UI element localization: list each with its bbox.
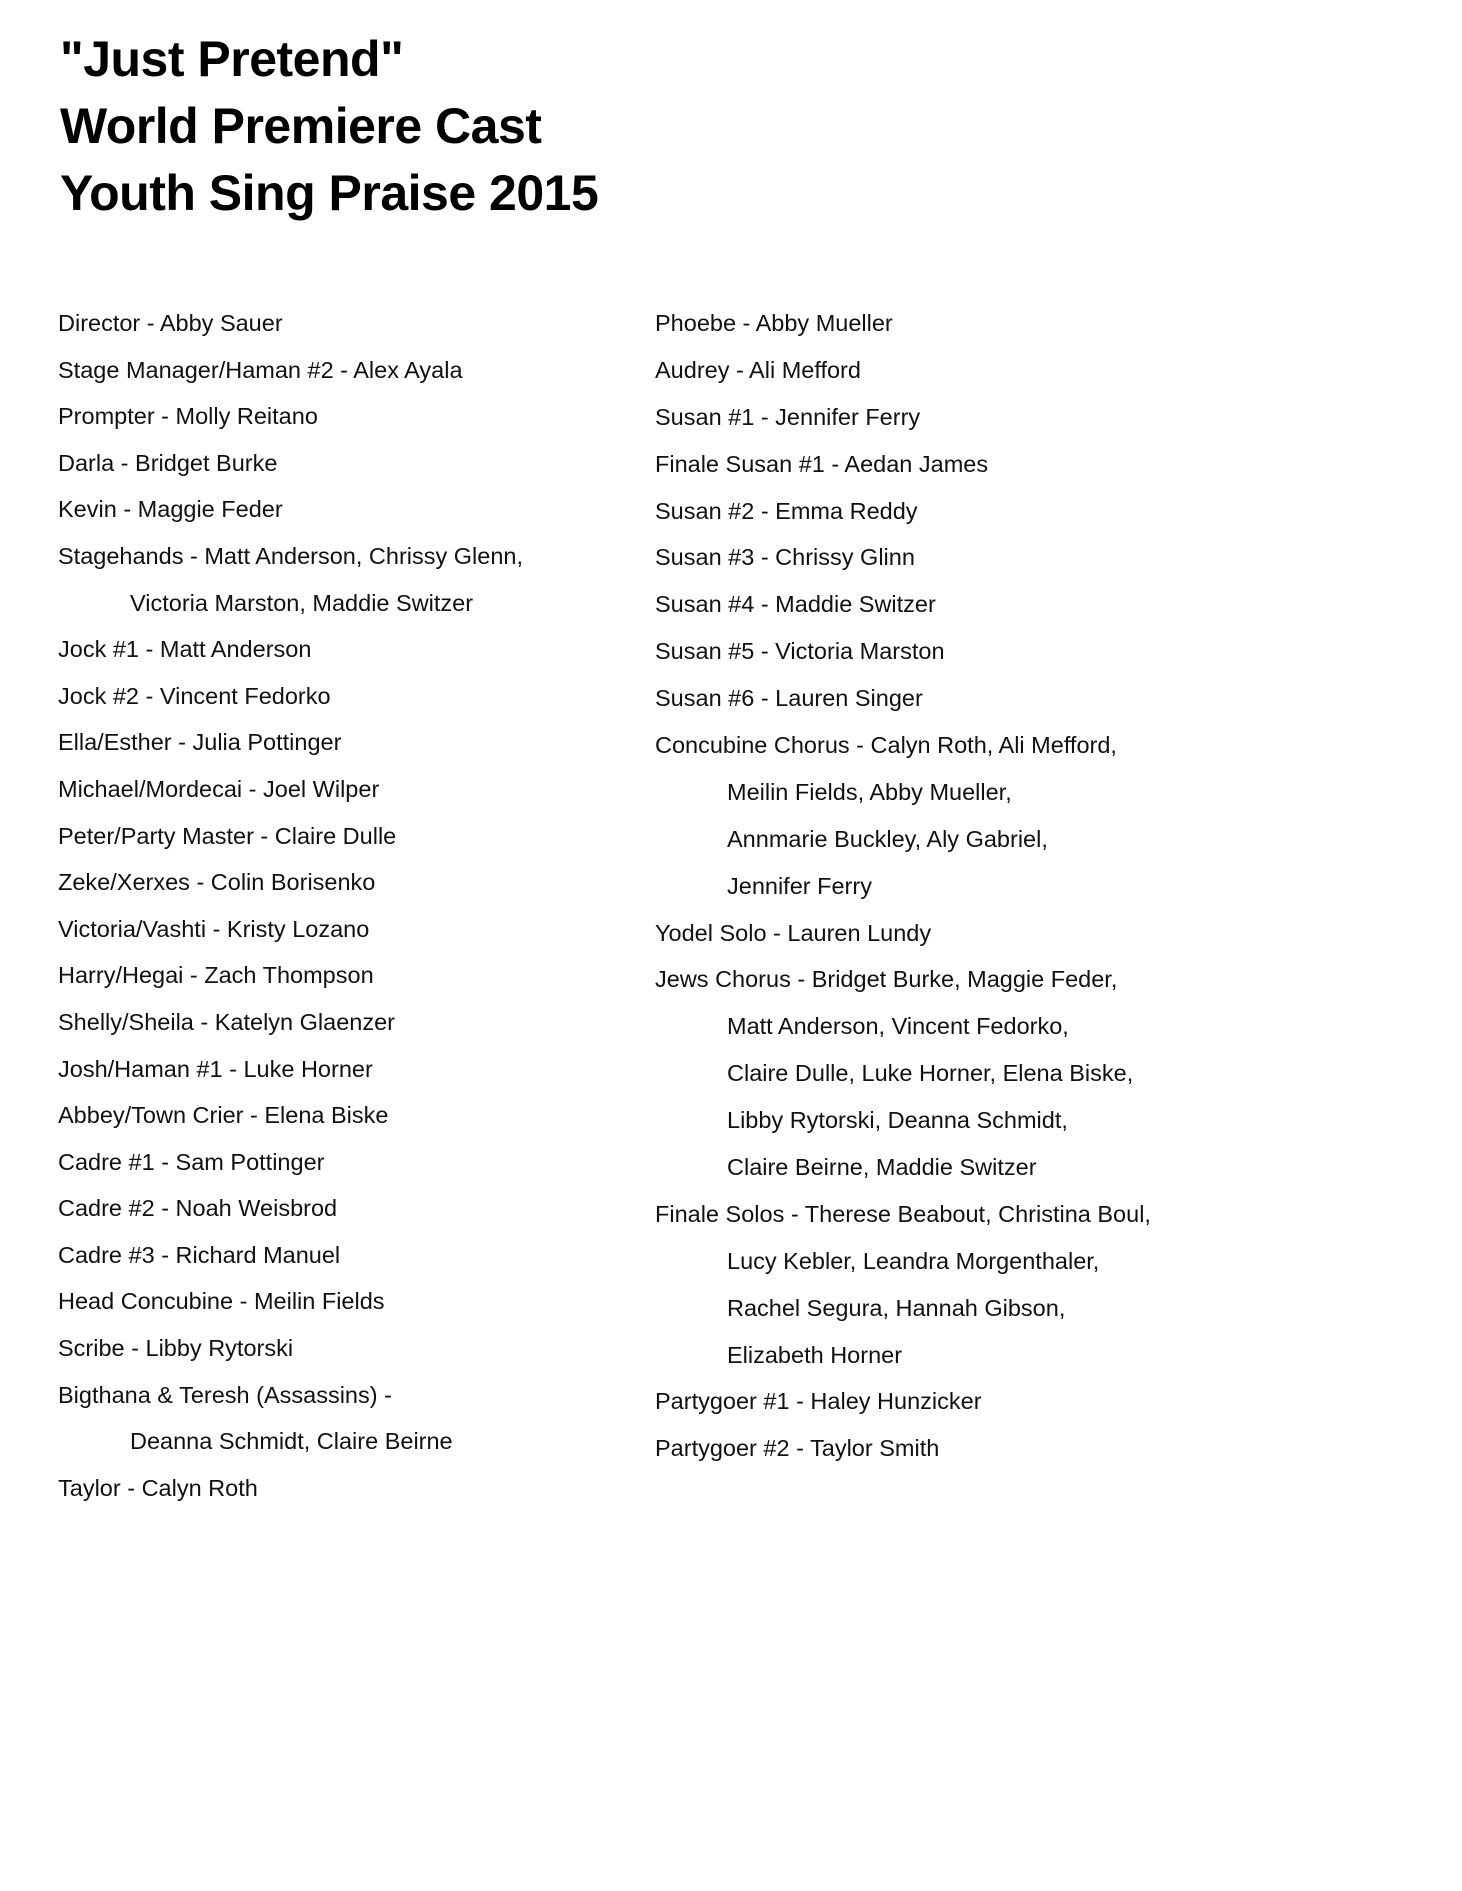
cast-entry <box>655 675 1215 722</box>
cast-entry <box>655 300 1215 347</box>
cast-entry-line: Cadre #3 - Richard Manuel <box>58 1241 341 1268</box>
cast-entry-line: Jock #2 - Vincent Fedorko <box>58 682 331 709</box>
cast-entry <box>655 722 1215 910</box>
cast-entry-line: Susan #5 - Victoria Marston <box>655 638 945 665</box>
cast-entry-line: Susan #1 - Jennifer Ferry <box>655 403 921 430</box>
cast-entry <box>58 906 638 953</box>
title-line-1: "Just Pretend" <box>60 31 404 87</box>
cast-entry-line: Harry/Hegai - Zach Thompson <box>58 962 374 989</box>
cast-entry-line: Michael/Mordecai - Joel Wilper <box>58 775 380 802</box>
cast-entry <box>58 766 638 813</box>
cast-entry-line: Bigthana & Teresh (Assassins) - <box>58 1381 392 1408</box>
cast-column-left <box>58 300 638 1511</box>
cast-entry-line: Jews Chorus - Bridget Burke, Maggie Feder, <box>655 966 1118 993</box>
cast-entry <box>58 1185 638 1232</box>
cast-entry <box>58 486 638 533</box>
cast-entry-line: Elizabeth Horner <box>727 1341 903 1368</box>
cast-entry-line: Peter/Party Master - Claire Dulle <box>58 822 397 849</box>
cast-entry-line: Susan #3 - Chrissy Glinn <box>655 544 915 571</box>
cast-entry <box>58 1046 638 1093</box>
cast-entry <box>655 1378 1215 1425</box>
cast-entry-line: Susan #6 - Lauren Singer <box>655 685 923 712</box>
cast-entry-line: Victoria Marston, Maddie Switzer <box>130 589 474 616</box>
cast-entry-line: Abbey/Town Crier - Elena Biske <box>58 1102 389 1129</box>
cast-entry-line: Susan #2 - Emma Reddy <box>655 497 918 524</box>
cast-entry <box>655 1425 1215 1472</box>
cast-entry <box>655 910 1215 957</box>
cast-entry <box>58 626 638 673</box>
cast-entry <box>58 999 638 1046</box>
cast-entry-line: Kevin - Maggie Feder <box>58 496 283 523</box>
cast-entry-line: Deanna Schmidt, Claire Beirne <box>130 1428 453 1455</box>
cast-entry <box>58 859 638 906</box>
cast-entry-line: Claire Beirne, Maddie Switzer <box>727 1154 1037 1181</box>
cast-entry-line: Finale Solos - Therese Beabout, Christina Boul, <box>655 1200 1151 1227</box>
cast-entry <box>655 1191 1215 1379</box>
cast-entry-line: Cadre #2 - Noah Weisbrod <box>58 1195 338 1222</box>
cast-entry-line: Yodel Solo - Lauren Lundy <box>655 919 932 946</box>
cast-entry-line: Zeke/Xerxes - Colin Borisenko <box>58 869 376 896</box>
title-line-3: Youth Sing Praise 2015 <box>60 165 599 221</box>
cast-entry-line: Jock #1 - Matt Anderson <box>58 636 312 663</box>
cast-entry-line: Victoria/Vashti - Kristy Lozano <box>58 915 370 942</box>
cast-entry <box>58 1372 638 1465</box>
cast-entry <box>58 813 638 860</box>
cast-entry <box>655 534 1215 581</box>
cast-entry <box>655 488 1215 535</box>
cast-entry-line: Phoebe - Abby Mueller <box>655 310 893 336</box>
cast-entry-line: Matt Anderson, Vincent Fedorko, <box>727 1013 1069 1040</box>
cast-entry-line: Stage Manager/Haman #2 - Alex Ayala <box>58 356 463 383</box>
cast-entry <box>58 347 638 394</box>
cast-entry <box>655 347 1215 394</box>
cast-column-right <box>655 300 1215 1472</box>
cast-entry-line: Scribe - Libby Rytorski <box>58 1335 294 1362</box>
cast-entry-line: Concubine Chorus - Calyn Roth, Ali Mefford, <box>655 732 1117 759</box>
cast-entry <box>58 1092 638 1139</box>
cast-entry <box>58 952 638 999</box>
cast-entry <box>655 394 1215 441</box>
cast-entry <box>58 719 638 766</box>
cast-entry <box>655 956 1215 1190</box>
cast-entry <box>58 1232 638 1279</box>
cast-entry <box>58 1325 638 1372</box>
cast-entry-line: Annmarie Buckley, Aly Gabriel, <box>727 825 1048 852</box>
cast-entry-line: Meilin Fields, Abby Mueller, <box>727 778 1012 805</box>
title-line-2: World Premiere Cast <box>60 98 542 154</box>
cast-entry-line: Stagehands - Matt Anderson, Chrissy Glenn, <box>58 542 524 569</box>
cast-entry <box>655 581 1215 628</box>
cast-entry <box>58 440 638 487</box>
cast-entry-line: Susan #4 - Maddie Switzer <box>655 591 936 618</box>
cast-entry <box>655 628 1215 675</box>
cast-entry-line: Prompter - Molly Reitano <box>58 403 318 430</box>
cast-entry-line: Rachel Segura, Hannah Gibson, <box>727 1294 1066 1321</box>
cast-entry-line: Finale Susan #1 - Aedan James <box>655 450 989 477</box>
cast-entry-line: Audrey - Ali Mefford <box>655 356 861 383</box>
cast-entry-line: Jennifer Ferry <box>727 872 872 899</box>
cast-entry-line: Shelly/Sheila - Katelyn Glaenzer <box>58 1008 396 1035</box>
cast-entry-line: Cadre #1 - Sam Pottinger <box>58 1148 325 1175</box>
cast-entry <box>58 300 638 347</box>
cast-entry-line: Taylor - Calyn Roth <box>58 1474 258 1501</box>
cast-entry-line: Partygoer #1 - Haley Hunzicker <box>655 1388 982 1415</box>
cast-entry-line: Darla - Bridget Burke <box>58 449 278 476</box>
cast-entry-line: Josh/Haman #1 - Luke Horner <box>58 1055 373 1082</box>
cast-entry-line: Head Concubine - Meilin Fields <box>58 1288 385 1315</box>
cast-entry-line: Partygoer #2 - Taylor Smith <box>655 1435 940 1462</box>
cast-entry <box>58 1465 638 1512</box>
cast-entry-line: Libby Rytorski, Deanna Schmidt, <box>727 1107 1068 1134</box>
cast-entry <box>58 533 638 626</box>
cast-entry <box>58 1278 638 1325</box>
page-title <box>60 26 960 227</box>
cast-entry <box>58 673 638 720</box>
cast-entry <box>655 441 1215 488</box>
cast-entry <box>58 393 638 440</box>
cast-entry-line: Lucy Kebler, Leandra Morgenthaler, <box>727 1247 1100 1274</box>
cast-entry <box>58 1139 638 1186</box>
cast-entry-line: Director - Abby Sauer <box>58 310 283 336</box>
cast-entry-line: Ella/Esther - Julia Pottinger <box>58 729 342 756</box>
cast-entry-line: Claire Dulle, Luke Horner, Elena Biske, <box>727 1060 1134 1087</box>
